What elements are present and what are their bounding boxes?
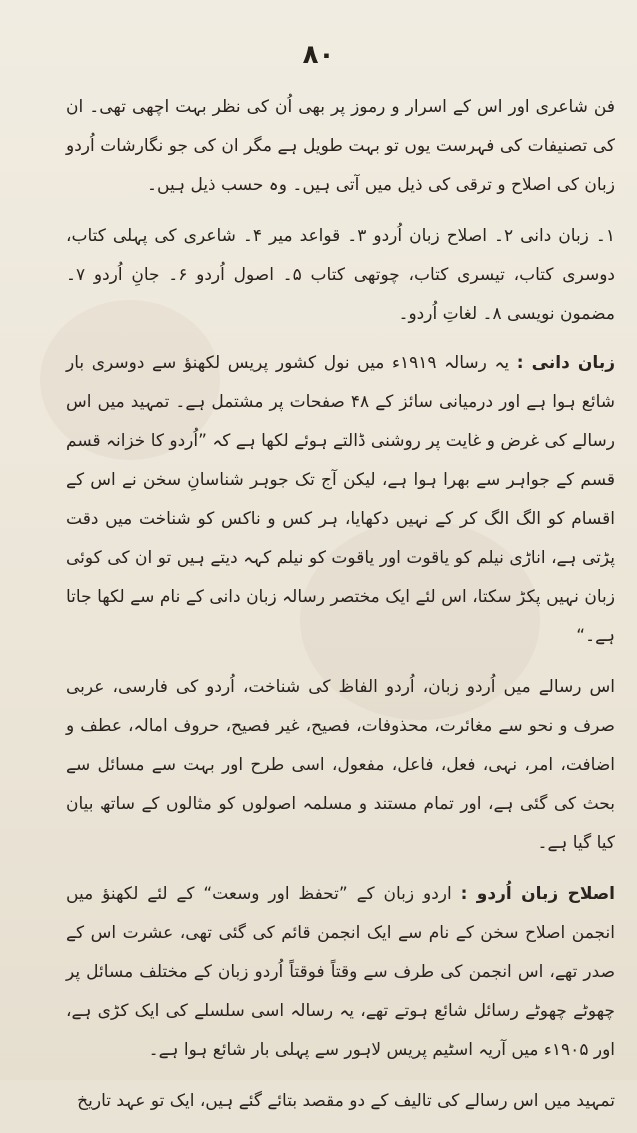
paragraph-islah: [66, 875, 615, 1070]
paragraph-zaban-dani: [66, 344, 615, 656]
section-text: یہ رسالہ ۱۹۱۹ء میں نول کشور پریس لکھنؤ سے دوسری بار شائع ہوا ہے اور درمیانی سائز کے ۴۸ صفحات پر مشتمل ہے۔ تمہید میں اس رسالے کی غرض و غایت پر روشنی ڈالتے ہوئے لکھا ہے کہ ”اُردو کا خزانہ قسم قسم کے جواہر سے بھرا ہوا ہے، لیکن آج تک جوہر شناسانِ سخن نے اس کے اقسام کو الگ الگ کر کے نہیں دکھایا، ہر کس و ناکس کو شناخت میں دقت پڑتی ہے، اناڑی نیلم کو یاقوت اور یاقوت کو نیلم کہہ دیتے ہیں تو ان کی کوئی زبان نہیں پکڑ سکتا، اس لئے ایک مختصر رسالہ زبان دانی کے نام سے لکھا جاتا ہے۔“: [66, 353, 616, 646]
section-heading: زبان دانی :: [516, 353, 615, 373]
works-list: ۱۔ زبان دانی ۲۔ اصلاح زبان اُردو ۳۔ قواعد میر ۴۔ شاعری کی پہلی کتاب، دوسری کتاب، تیسری کتاب، چوتھی کتاب ۵۔ اصول اُردو ۶۔ جانِ اُردو ۷۔ مضمون نویسی ۸۔ لغاتِ اُردو۔: [66, 226, 615, 324]
body-text: [66, 88, 615, 1133]
paragraph-tamheed: تمہید میں اس رسالے کی تالیف کے دو مقصد بتائے گئے ہیں، ایک تو عہد تاریخ: [77, 1091, 615, 1111]
paragraph-contents: اس رسالے میں اُردو زبان، اُردو الفاظ کی شناخت، اُردو کی فارسی، عربی صرف و نحو سے مغائرت، محذوفات، فصیح، غیر فصیح، حروف امالہ، عطف و اضافت، امر، نہی، فعل، فاعل، مفعول، اسی طرح اور بہت سے مسائل سے بحث کی گئی ہے، اور تمام مستند و مسلمہ اصولوں کو مثالوں کے ساتھ بیان کیا گیا ہے۔: [66, 677, 615, 853]
paragraph-intro: فن شاعری اور اس کے اسرار و رموز پر بھی اُن کی نظر بہت اچھی تھی۔ ان کی تصنیفات کی فہرست یوں تو بہت طویل ہے مگر ان کی جو نگارشات اُردو زبان کی اصلاح و ترقی کی ذیل میں آتی ہیں۔ وہ حسب ذیل ہیں۔: [66, 97, 615, 195]
section-text: اردو زبان کے ”تحفظ اور وسعت“ کے لئے لکھنؤ میں انجمن اصلاح سخن کے نام سے ایک انجمن قائم کی گئی تھی، عشرت اس کے صدر تھے، اس انجمن کی طرف سے وقتاً فوقتاً اُردو زبان کے مختلف مسائل پر چھوٹے چھوٹے رسائل شائع ہوتے تھے، یہ رسالہ اسی سلسلے کی ایک کڑی ہے، اور ۱۹۰۵ء میں آریہ اسٹیم پریس لاہور سے پہلی بار شائع ہوا ہے۔: [66, 884, 615, 1060]
section-heading: اصلاح زبان اُردو :: [460, 884, 615, 904]
page-number: ۸۰: [302, 40, 335, 70]
